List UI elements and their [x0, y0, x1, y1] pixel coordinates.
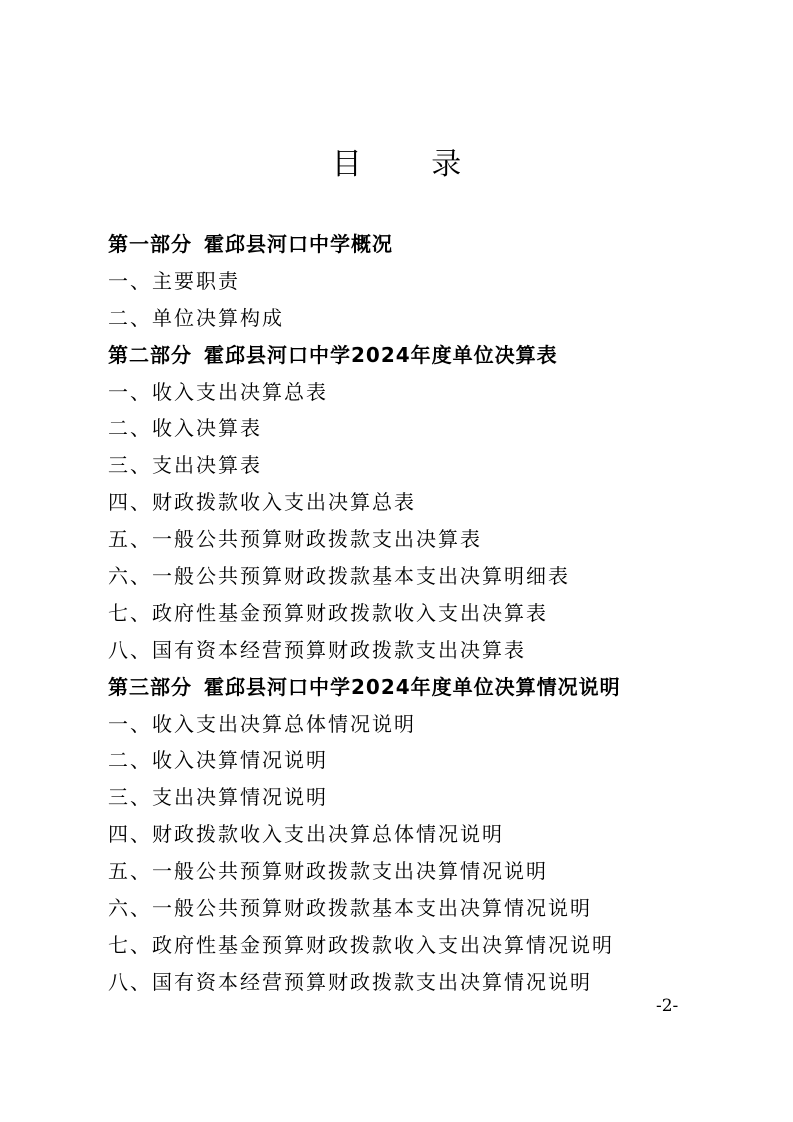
toc-item: 一、收入支出决算总体情况说明	[108, 711, 416, 736]
toc-item: 五、一般公共预算财政拨款支出决算情况说明	[108, 859, 548, 884]
toc-item: 四、财政拨款收入支出决算总表	[108, 490, 416, 515]
toc-item: 一、主要职责	[108, 268, 240, 293]
toc-item: 六、一般公共预算财政拨款基本支出决算明细表	[108, 564, 570, 589]
section-label: 第一部分	[108, 232, 192, 256]
toc-item: 八、国有资本经营预算财政拨款支出决算情况说明	[108, 969, 592, 994]
toc-item: 二、收入决算表	[108, 416, 262, 441]
toc-item: 四、财政拨款收入支出决算总体情况说明	[108, 822, 504, 847]
toc-item: 三、支出决算情况说明	[108, 785, 328, 810]
section-label: 第三部分	[108, 674, 192, 699]
section-heading	[108, 669, 748, 706]
toc-item: 八、国有资本经营预算财政拨款支出决算表	[108, 637, 526, 662]
section-title: 霍邱县河口中学2024年度单位决算表	[204, 342, 558, 367]
page-number: -2-	[656, 996, 679, 1016]
toc-item: 三、支出决算表	[108, 453, 262, 478]
table-of-contents	[108, 226, 748, 1001]
section-heading	[108, 337, 748, 374]
section-label: 第二部分	[108, 342, 192, 367]
toc-item: 七、政府性基金预算财政拨款收入支出决算表	[108, 600, 548, 625]
page-title: 目 录	[331, 147, 492, 182]
toc-item: 六、一般公共预算财政拨款基本支出决算情况说明	[108, 896, 592, 921]
toc-item: 一、收入支出决算总表	[108, 379, 328, 404]
toc-item: 五、一般公共预算财政拨款支出决算表	[108, 527, 482, 552]
toc-item: 二、单位决算构成	[108, 305, 284, 330]
section-heading	[108, 226, 748, 263]
section-title: 霍邱县河口中学概况	[204, 232, 393, 256]
toc-item: 七、政府性基金预算财政拨款收入支出决算情况说明	[108, 932, 614, 957]
toc-item: 二、收入决算情况说明	[108, 748, 328, 773]
section-title: 霍邱县河口中学2024年度单位决算情况说明	[204, 674, 621, 699]
